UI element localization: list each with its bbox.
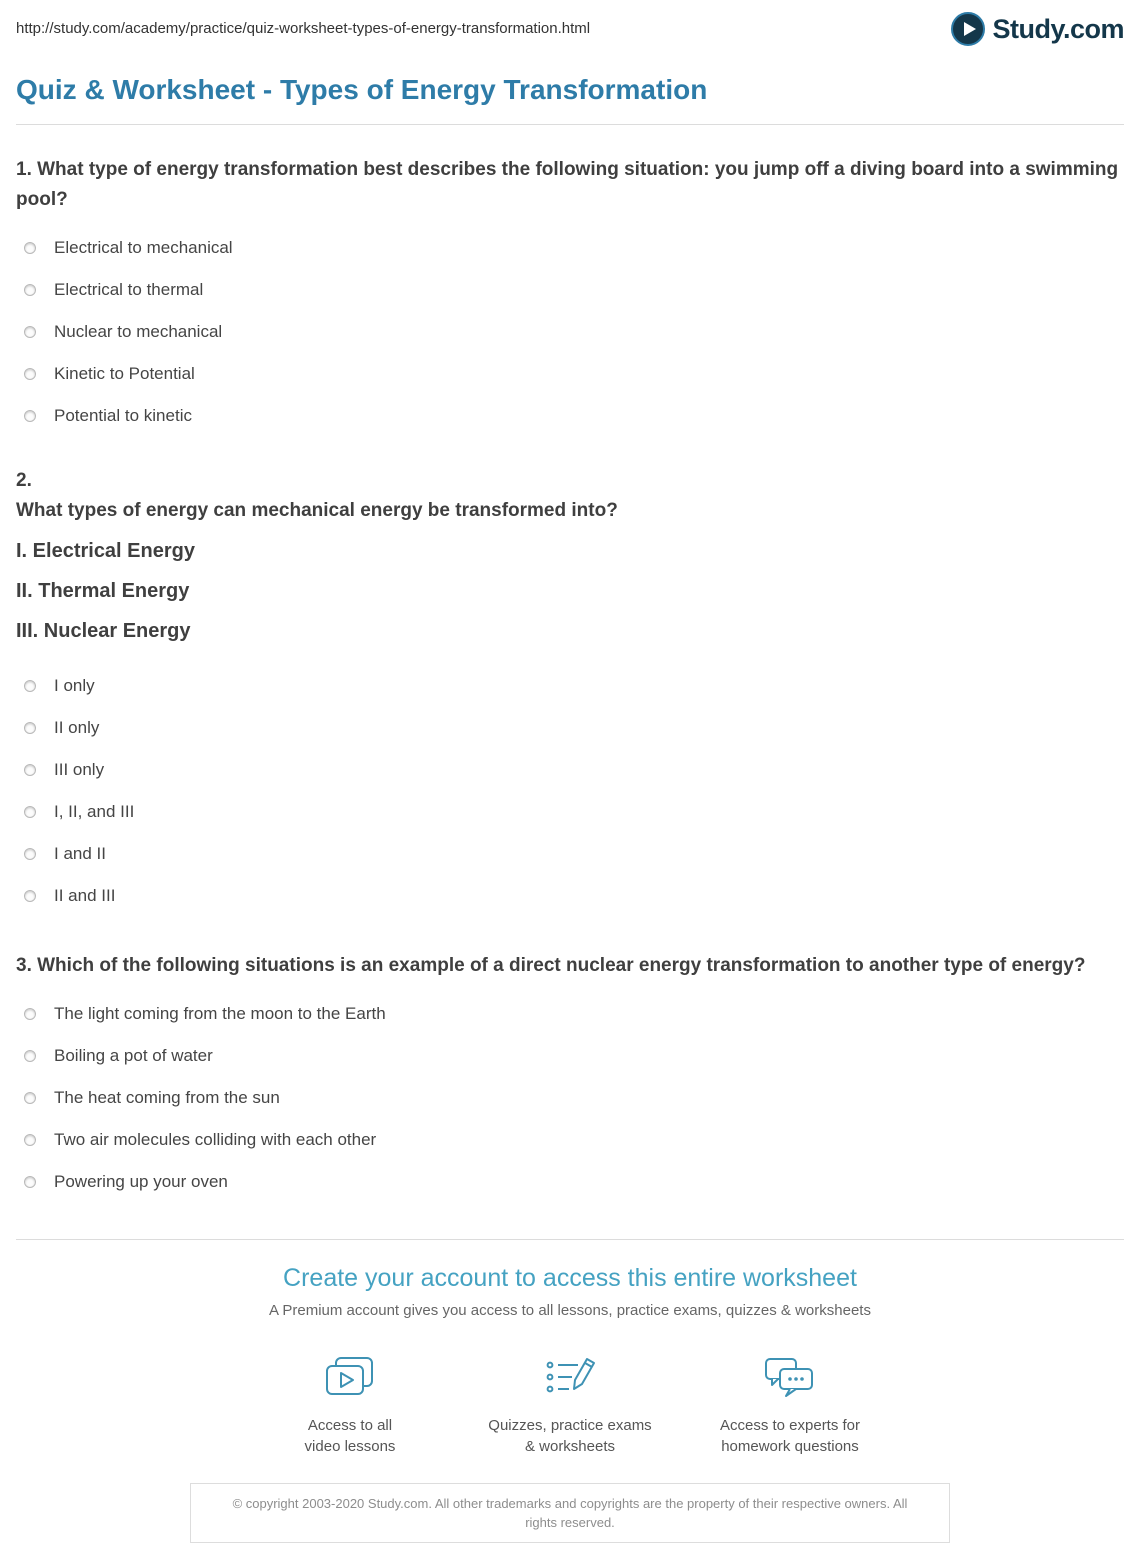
cta-heading[interactable]: Create your account to access this entire worksheet bbox=[283, 1264, 857, 1292]
option-label: I and II bbox=[54, 844, 106, 863]
answer-option[interactable] bbox=[24, 1077, 1124, 1119]
answer-option[interactable] bbox=[24, 1035, 1124, 1077]
question-subline: II. Thermal Energy bbox=[16, 580, 190, 602]
radio-button[interactable] bbox=[24, 1008, 36, 1020]
question-text: 3. Which of the following situations is an example of a direct nuclear energy transformation to another type of energy? bbox=[16, 955, 1086, 976]
radio-button[interactable] bbox=[24, 1050, 36, 1062]
feature-video-lessons bbox=[260, 1349, 440, 1457]
radio-button[interactable] bbox=[24, 848, 36, 860]
feature-label bbox=[700, 1415, 880, 1457]
feature-label-line: Quizzes, practice exams bbox=[488, 1417, 652, 1434]
question-subline: I. Electrical Energy bbox=[16, 540, 195, 562]
radio-button[interactable] bbox=[24, 1092, 36, 1104]
option-label: Boiling a pot of water bbox=[54, 1046, 213, 1065]
option-label: Potential to kinetic bbox=[54, 406, 192, 425]
option-label: The light coming from the moon to the Earth bbox=[54, 1004, 386, 1023]
option-label: I, II, and III bbox=[54, 802, 135, 821]
feature-label-line: video lessons bbox=[304, 1438, 396, 1455]
answer-options bbox=[24, 993, 1124, 1203]
feature-list bbox=[16, 1349, 1124, 1457]
answer-option[interactable] bbox=[24, 353, 1124, 395]
option-label: Two air molecules colliding with each other bbox=[54, 1130, 377, 1149]
divider bbox=[16, 1239, 1124, 1240]
option-label: Electrical to mechanical bbox=[54, 238, 233, 257]
quizzes-worksheets-icon bbox=[480, 1349, 660, 1403]
divider bbox=[16, 124, 1124, 125]
option-label: I only bbox=[54, 676, 95, 695]
answer-option[interactable] bbox=[24, 665, 1124, 707]
question-number: 2. bbox=[16, 470, 32, 491]
feature-label-line: homework questions bbox=[721, 1438, 859, 1455]
radio-button[interactable] bbox=[24, 722, 36, 734]
page-title: Quiz & Worksheet - Types of Energy Transformation bbox=[16, 74, 708, 105]
studycom-logo[interactable] bbox=[951, 12, 1124, 46]
logo-wordmark: Study.com bbox=[992, 13, 1124, 44]
feature-label bbox=[480, 1415, 660, 1457]
radio-button[interactable] bbox=[24, 1176, 36, 1188]
radio-button[interactable] bbox=[24, 284, 36, 296]
feature-expert-chat bbox=[700, 1349, 880, 1457]
answer-option[interactable] bbox=[24, 395, 1124, 437]
answer-options bbox=[24, 227, 1124, 437]
feature-quizzes-worksheets bbox=[480, 1349, 660, 1457]
option-label: Nuclear to mechanical bbox=[54, 322, 223, 341]
answer-option[interactable] bbox=[24, 833, 1124, 875]
answer-option[interactable] bbox=[24, 311, 1124, 353]
option-label: Electrical to thermal bbox=[54, 280, 204, 299]
expert-chat-icon bbox=[700, 1349, 880, 1403]
question-3 bbox=[16, 951, 1124, 1203]
answer-option[interactable] bbox=[24, 269, 1124, 311]
answer-option[interactable] bbox=[24, 993, 1124, 1035]
radio-button[interactable] bbox=[24, 764, 36, 776]
radio-button[interactable] bbox=[24, 890, 36, 902]
question-1 bbox=[16, 155, 1124, 437]
answer-option[interactable] bbox=[24, 707, 1124, 749]
radio-button[interactable] bbox=[24, 680, 36, 692]
answer-option[interactable] bbox=[24, 749, 1124, 791]
copyright-text: © copyright 2003-2020 Study.com. All other trademarks and copyrights are the property of their respective owners. All rights reserved. bbox=[232, 1496, 908, 1530]
feature-label bbox=[260, 1415, 440, 1457]
question-text: 1. What type of energy transformation best describes the following situation: you jump off a diving board into a swimming pool? bbox=[16, 159, 1119, 210]
answer-option[interactable] bbox=[24, 875, 1124, 917]
radio-button[interactable] bbox=[24, 368, 36, 380]
option-label: III only bbox=[54, 760, 105, 779]
question-subline: III. Nuclear Energy bbox=[16, 620, 191, 642]
feature-label-line: & worksheets bbox=[524, 1438, 616, 1455]
cta-subheading: A Premium account gives you access to all lessons, practice exams, quizzes & worksheets bbox=[269, 1302, 871, 1319]
answer-option[interactable] bbox=[24, 791, 1124, 833]
play-circle-icon bbox=[951, 12, 985, 46]
radio-button[interactable] bbox=[24, 326, 36, 338]
answer-option[interactable] bbox=[24, 227, 1124, 269]
copyright-box bbox=[190, 1483, 950, 1543]
radio-button[interactable] bbox=[24, 1134, 36, 1146]
answer-options bbox=[24, 665, 1124, 917]
radio-button[interactable] bbox=[24, 806, 36, 818]
question-text: What types of energy can mechanical energy be transformed into? bbox=[16, 500, 618, 521]
cta-section bbox=[16, 1264, 1124, 1457]
option-label: Powering up your oven bbox=[54, 1172, 228, 1191]
video-lessons-icon bbox=[260, 1349, 440, 1403]
question-2 bbox=[16, 467, 1124, 917]
feature-label-line: Access to experts for bbox=[719, 1417, 861, 1434]
answer-option[interactable] bbox=[24, 1119, 1124, 1161]
answer-option[interactable] bbox=[24, 1161, 1124, 1203]
feature-label-line: Access to all bbox=[307, 1417, 393, 1434]
radio-button[interactable] bbox=[24, 242, 36, 254]
page-header bbox=[16, 12, 1124, 60]
option-label: II only bbox=[54, 718, 100, 737]
option-label: Kinetic to Potential bbox=[54, 364, 195, 383]
option-label: II and III bbox=[54, 886, 116, 905]
page-url: http://study.com/academy/practice/quiz-worksheet-types-of-energy-transformation.html bbox=[16, 20, 591, 37]
option-label: The heat coming from the sun bbox=[54, 1088, 280, 1107]
radio-button[interactable] bbox=[24, 410, 36, 422]
